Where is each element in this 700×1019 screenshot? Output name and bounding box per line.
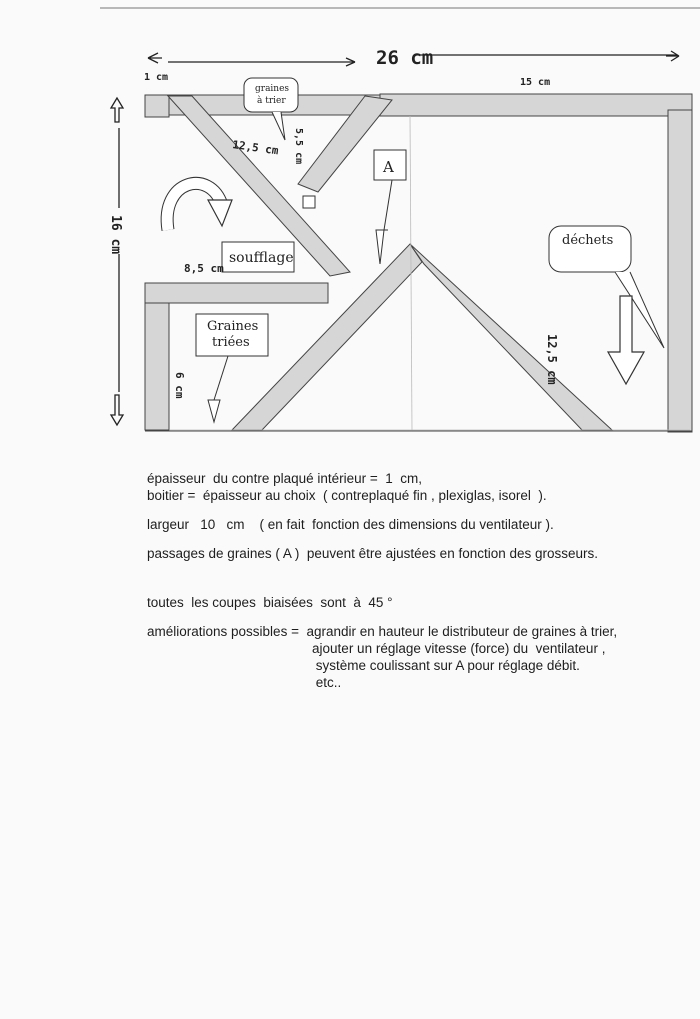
seeds-to-sort-label-2: à trier [257, 96, 286, 106]
note-box-thickness: boitier = épaisseur au choix ( contreplaqué fin , plexiglas, isorel ). [147, 488, 547, 503]
feeder-outlet [303, 196, 315, 208]
right-width-label: 15 cm [520, 77, 551, 88]
passage-a-callout [374, 150, 406, 264]
lower-height-label: 6 cm [173, 372, 186, 399]
note-seed-passages: passages de graines ( A ) peuvent être ajustées en fonction des grosseurs. [147, 546, 599, 561]
note-bevel-cuts: toutes les coupes biaisées sont à 45 ° [147, 595, 393, 610]
blower-arrow-icon [167, 183, 232, 230]
hopper-diagonal-label: 12,5 cm [231, 138, 280, 158]
sorted-seeds-label-2: triées [212, 335, 250, 350]
note-width: largeur 10 cm ( en fait fonction des dimensions du ventilateur ). [147, 517, 554, 532]
wall-thickness-label: 1 cm [144, 72, 169, 83]
waste-callout [549, 226, 664, 348]
construction-notes [147, 470, 697, 691]
top-wall-right [380, 94, 692, 116]
seed-sorter-diagram [0, 0, 700, 440]
height-label: 16 cm [108, 215, 123, 255]
height-dimension [111, 98, 123, 425]
blower-label: soufflage [229, 250, 294, 266]
right-diagonal-label: 12,5 cm [545, 334, 559, 385]
shelf-length-label: 8,5 cm [184, 262, 224, 275]
seeds-to-sort-callout [244, 78, 298, 140]
note-improvement-slider: système coulissant sur A pour réglage débit. [147, 658, 580, 673]
note-plywood-thickness: épaisseur du contre plaqué intérieur = 1 cm, [147, 471, 423, 486]
passage-a-label: A [383, 158, 394, 176]
sorted-seeds-label-1: Graines [207, 319, 259, 334]
feeder-diagonal-label: 5,5 cm [293, 128, 304, 165]
right-wall [668, 110, 692, 432]
left-lower-wall [145, 288, 169, 430]
seeds-to-sort-label-1: graines [255, 84, 290, 94]
waste-label: déchets [562, 233, 614, 248]
total-width-label: 26 cm [376, 47, 434, 69]
shelf [145, 283, 328, 303]
note-improvement-fan-speed: ajouter un réglage vitesse (force) du ventilateur , [147, 641, 606, 656]
note-improvements: améliorations possibles = agrandir en hauteur le distributeur de graines à trier, [147, 624, 618, 639]
note-improvement-etc: etc.. [147, 675, 342, 690]
left-upper-wall [145, 95, 169, 117]
